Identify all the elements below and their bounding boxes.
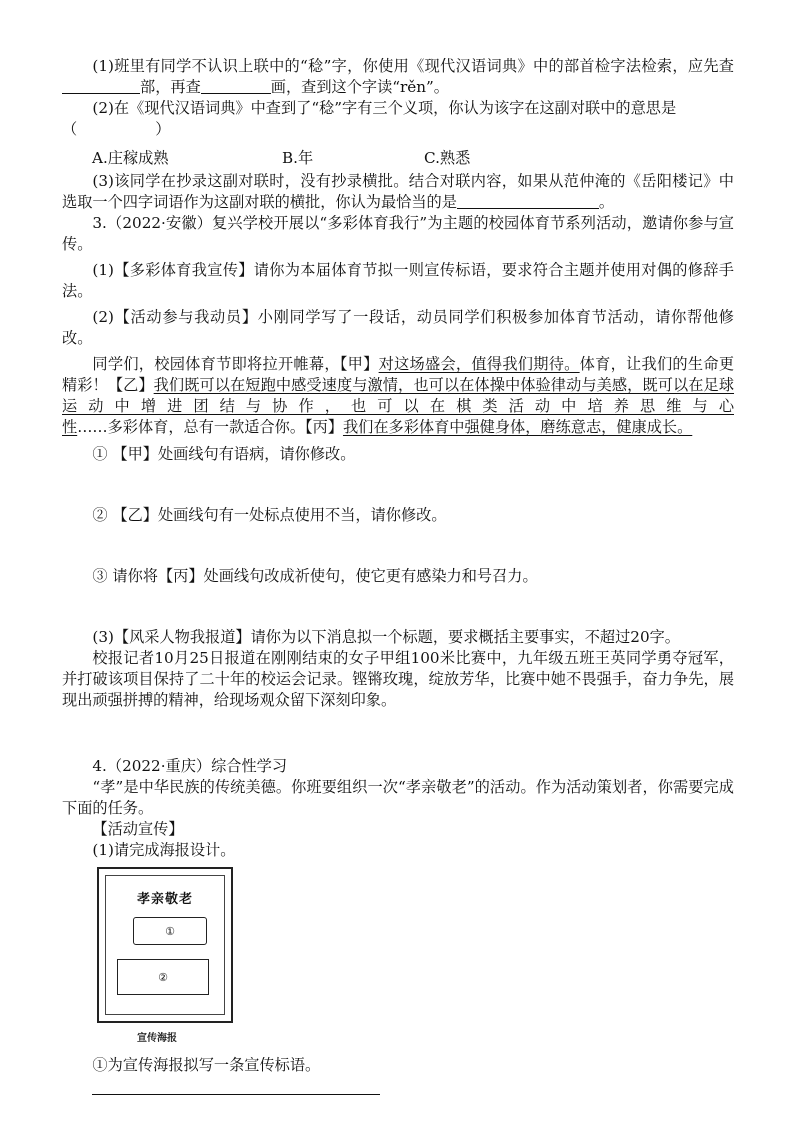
answer-space-sub2[interactable]: [62, 526, 734, 566]
q2-part1-text-a: (1)班里有同学不认识上联中的“稔”字，你使用《现代汉语词典》中的部首检字法检索，应先查: [92, 57, 734, 75]
passage-underline-yi: 我们既可以在短跑中感受速度与激情，也可以在体操中体验律动与美感，既可以在足球运动中增进团结与协作，也可以在棋类活动中培养思维与心性: [62, 376, 735, 436]
q2-part1-text-c: 画，查到这个字读“rěn”。: [270, 78, 449, 96]
q3-sub2: ② 【乙】处画线句有一处标点使用不当，请你修改。: [92, 506, 447, 524]
q2-part2-paren-line: [62, 119, 734, 140]
option-c[interactable]: C.熟悉: [424, 149, 471, 167]
passage-text-c: ……多彩体育，总有一款适合你。【丙】: [77, 418, 343, 436]
answer-paren-open: （: [62, 120, 78, 138]
poster-caption: 宣传海报: [137, 1033, 177, 1044]
option-a[interactable]: A.庄稼成熟: [92, 149, 169, 167]
q2-part2: [62, 98, 734, 119]
q2-options: [62, 148, 734, 169]
answer-space-headline[interactable]: [62, 711, 734, 756]
stroke-count-blank[interactable]: [201, 77, 271, 94]
answer-space-sub1[interactable]: [62, 465, 734, 505]
q3-news: 校报记者10月25日报道在刚刚结束的女子甲组100米比赛中，九年级五班王英同学勇夺冠军，并打破该项目保持了二十年的校运会记录。铿锵玫瑰，绽放芳华，比赛中她不畏强手，奋力争先，展现出顽强拼搏的精神，给现场观众留下深刻印象。: [62, 649, 734, 709]
q2-part3-text: (3)该同学在抄录这副对联时，没有抄录横批。结合对联内容，如果从范仲淹的《岳阳楼记》中选取一个四字词语作为这副对联的横批，你认为最恰当的是: [62, 172, 734, 211]
banner-answer-blank[interactable]: [457, 192, 599, 209]
answer-paren-close: ）: [155, 120, 171, 138]
q2-part1: [62, 56, 734, 98]
passage-underline-jia: 对这场盛会，值得我们期待。: [378, 355, 580, 373]
passage-underline-bing: 我们在多彩体育中强健身体，磨练意志，健康成长。: [342, 418, 693, 436]
q2-part2-text: (2)在《现代汉语词典》中查到了“稔”字有三个义项，你认为该字在这副对联中的意思是: [92, 99, 677, 117]
q2-part3: [62, 171, 734, 213]
poster-title: 孝亲敬老: [136, 892, 193, 907]
option-b[interactable]: B.年: [282, 149, 314, 167]
q3-part2: (2)【活动参与我动员】小刚同学写了一段话，动员同学们积极参加体育节活动，请你帮他修改。: [62, 308, 734, 347]
slogan-answer-line[interactable]: [92, 1094, 380, 1095]
radical-blank[interactable]: [62, 77, 140, 94]
poster-figure: [97, 867, 233, 1023]
q3-part3: (3)【风采人物我报道】请你为以下消息拟一个标题，要求概括主要事实，不超过20字。: [92, 628, 680, 646]
q4-section: 【活动宣传】: [92, 820, 184, 838]
passage-text-b: 体育，让我们的生命更精彩！【乙】: [62, 355, 735, 394]
q3-sub1: ① 【甲】处画线句有语病，请你修改。: [92, 445, 356, 463]
q2-part1-text-b: 部，再查: [140, 78, 201, 96]
q3-intro: 3.（2022·安徽）复兴学校开展以“多彩体育我行”为主题的校园体育节系列活动，邀请你参与宣传。: [62, 214, 734, 253]
q3-part1: (1)【多彩体育我宣传】请你为本届体育节拟一则宣传标语，要求符合主题并使用对偶的修辞手法。: [62, 261, 734, 300]
poster-slogan-box: ①: [133, 917, 207, 945]
q4-intro: 4.（2022·重庆）综合性学习: [92, 757, 288, 775]
q4-sub1: ①为宣传海报拟写一条宣传标语。: [92, 1056, 321, 1074]
q4-lead: “孝”是中华民族的传统美德。你班要组织一次“孝亲敬老”的活动。作为活动策划者，你需要完成下面的任务。: [62, 778, 734, 817]
document-page: [62, 56, 734, 1095]
answer-space-sub3[interactable]: [62, 587, 734, 627]
q2-part3-end: 。: [598, 193, 615, 211]
q3-sub3: ③ 请你将【丙】处画线句改成祈使句，使它更有感染力和号召力。: [92, 567, 538, 585]
passage-text-a: 同学们，校园体育节即将拉开帷幕，【甲】: [92, 355, 379, 373]
poster-image-box: ②: [117, 959, 209, 995]
q3-passage: [62, 354, 734, 438]
q4-task1: (1)请完成海报设计。: [92, 841, 236, 859]
